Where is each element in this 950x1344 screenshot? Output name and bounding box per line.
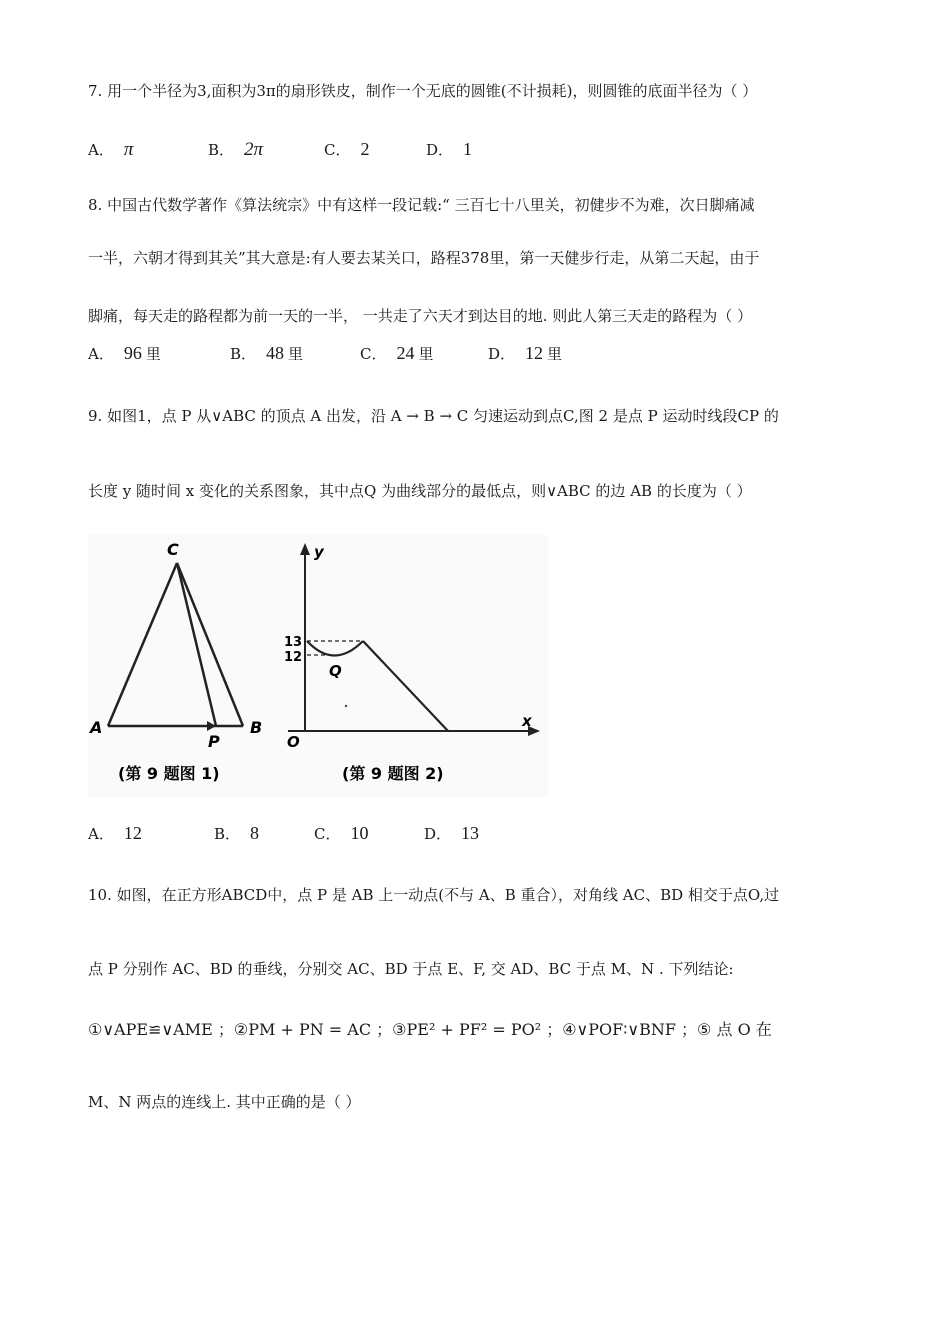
q8-line-3: 脚痛，每天走的路程都为前一天的一半， 一共走了六天才到达目的地. 则此人第三天走的路程为（ ） bbox=[88, 307, 753, 325]
q7-option-a: A． π bbox=[88, 139, 134, 160]
tick-13: 13 bbox=[284, 635, 303, 650]
q9-option-c: C． 10 bbox=[314, 823, 369, 843]
q9-figure-1-triangle bbox=[108, 563, 243, 726]
q7-option-b: B． 2π bbox=[208, 139, 264, 160]
label-x: x bbox=[522, 712, 532, 730]
linear-segment bbox=[363, 641, 448, 731]
q7-option-c: C． 2 bbox=[324, 139, 370, 159]
q8-line-1: 8. 中国古代数学著作《算法统宗》中有这样一段记载:“ 三百七十八里关，初健步不为难，次日脚痛减 bbox=[88, 196, 755, 214]
q9-option-b: B． 8 bbox=[214, 823, 260, 843]
curve-segment bbox=[307, 641, 363, 656]
q9-line-1: 9. 如图1，点 P 从∨ABC 的顶点 A 出发，沿 A → B → C 匀速运动到点C,图 2 是点 P 运动时线段CP 的 bbox=[88, 407, 779, 425]
y-arrow-icon bbox=[300, 543, 310, 555]
q10-line-3: ①∨APE≌∨AME ；②PM + PN = AC ；③PE² + PF² = PO² ；④∨POF∶∨BNF ；⑤ 点 O 在 bbox=[88, 1020, 772, 1039]
label-y: y bbox=[314, 543, 324, 561]
q8-option-b: B． 48 里 bbox=[230, 343, 304, 363]
q8-option-a: A． 96 里 bbox=[88, 343, 161, 363]
q8-line-2: 一半，六朝才得到其关”其大意是:有人要去某关口，路程378里，第一天健步行走，从第二天起，由于 bbox=[88, 249, 760, 267]
q9-figure-1-caption: (第 9 题图 1) bbox=[118, 764, 220, 783]
q8-option-c: C． 24 里 bbox=[360, 343, 434, 363]
speck-dot bbox=[345, 705, 347, 707]
label-c: C bbox=[167, 540, 179, 559]
q8-option-d: D． 12 里 bbox=[488, 343, 563, 363]
label-p: P bbox=[208, 732, 220, 751]
label-b: B bbox=[250, 718, 263, 737]
q10-line-2: 点 P 分别作 AC、BD 的垂线，分别交 AC、BD 于点 E、F, 交 AD、BC 于点 M、N . 下列结论: bbox=[88, 960, 734, 978]
q9-figure-2-caption: (第 9 题图 2) bbox=[342, 764, 444, 783]
q9-line-2: 长度 y 随时间 x 变化的关系图象，其中点Q 为曲线部分的最低点，则∨ABC 的边 AB 的长度为（ ） bbox=[88, 482, 752, 500]
q10-line-4: M、N 两点的连线上. 其中正确的是（ ） bbox=[88, 1093, 361, 1111]
q7-text: 7. 用一个半径为3,面积为3π的扇形铁皮，制作一个无底的圆锥(不计损耗)，则圆锥的底面半径为（ ） bbox=[88, 82, 758, 100]
label-q: Q bbox=[329, 662, 342, 680]
label-o: O bbox=[287, 733, 300, 751]
q9-option-a: A． 12 bbox=[88, 823, 142, 843]
tick-12: 12 bbox=[284, 650, 303, 665]
q9-figures bbox=[88, 535, 548, 797]
label-a: A bbox=[90, 718, 103, 737]
q9-option-d: D． 13 bbox=[424, 823, 480, 843]
q9-figure-2-graph bbox=[288, 551, 534, 731]
q10-line-1: 10. 如图，在正方形ABCD中，点 P 是 AB 上一动点(不与 A、B 重合），对角线 AC、BD 相交于点O,过 bbox=[88, 886, 780, 904]
q7-option-d: D． 1 bbox=[426, 139, 473, 159]
segment-ac bbox=[108, 563, 177, 726]
